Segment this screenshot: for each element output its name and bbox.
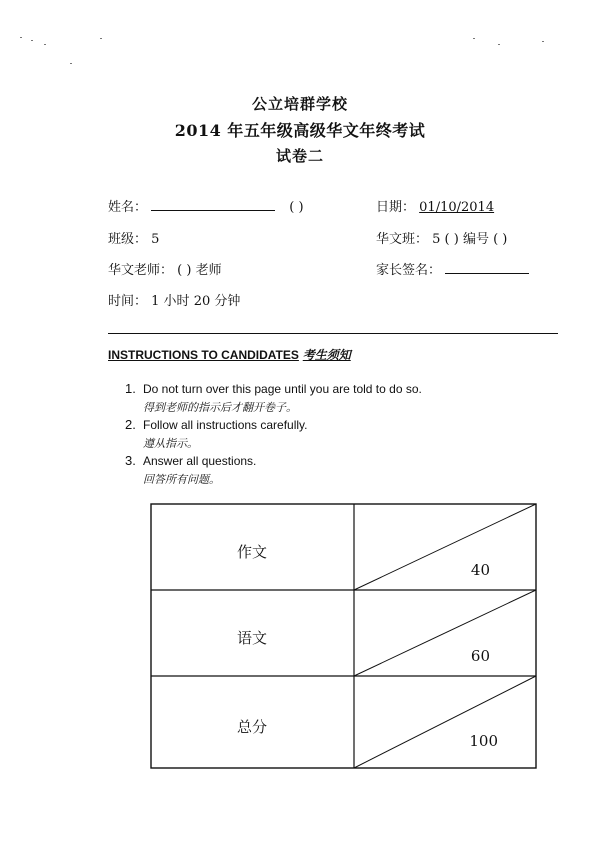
section-label: 总分 (236, 718, 268, 736)
class-label: 班级： (108, 232, 148, 247)
section-label: 语文 (236, 629, 268, 647)
date-value: 01/10/2014 (419, 200, 495, 215)
class-field (108, 228, 159, 247)
time-field (108, 290, 240, 309)
instruction-text-zh: 得到老师的指示后才翻开卷子。 (143, 401, 297, 414)
chinese-class-field (376, 228, 507, 247)
paper-title: 试卷二 (275, 147, 324, 165)
scan-speck (20, 37, 22, 38)
section-label: 作文 (236, 543, 268, 561)
name-blank[interactable] (151, 198, 275, 211)
teacher-field (108, 259, 222, 278)
instructions-heading-en: INSTRUCTIONS TO CANDIDATES (108, 348, 299, 362)
name-paren: ( ) (289, 200, 304, 215)
instruction-number: 3. (125, 453, 136, 468)
score-input-language[interactable] (355, 591, 535, 675)
date-label: 日期： (376, 200, 416, 215)
scan-speck (44, 44, 46, 45)
scan-speck (70, 63, 72, 64)
chinese-class-value: 5 ( ) 编号 ( ) (432, 232, 508, 247)
school-name: 公立培群学校 (251, 95, 348, 113)
teacher-label: 华文老师： (108, 263, 174, 278)
date-field (376, 196, 494, 215)
chinese-class-label: 华文班： (376, 232, 429, 247)
instruction-text-en: Answer all questions. (143, 454, 257, 468)
scan-speck (542, 41, 544, 42)
instructions-heading (108, 346, 351, 363)
name-label: 姓名： (108, 200, 148, 215)
score-input-writing[interactable] (355, 505, 535, 589)
instruction-number: 2. (125, 417, 136, 432)
score-table (150, 503, 538, 771)
instruction-text-en: Follow all instructions carefully. (143, 418, 308, 432)
parent-sign-label: 家长签名： (376, 263, 442, 278)
scan-speck (31, 40, 33, 41)
teacher-value: ( ) 老师 (177, 263, 222, 278)
parent-sign-field (376, 259, 529, 278)
class-value: 5 (151, 232, 160, 247)
name-field (108, 196, 304, 215)
divider-line (108, 333, 558, 334)
exam-title: 2014 年五年级高级华文年终考试 (174, 121, 426, 140)
instruction-text-en: Do not turn over this page until you are told to do so. (143, 382, 422, 396)
time-label: 时间： (108, 294, 148, 309)
parent-sign-blank[interactable] (445, 261, 529, 274)
scan-speck (100, 38, 102, 39)
instructions-heading-zh: 考生须知 (302, 348, 351, 362)
score-input-total[interactable] (355, 677, 535, 767)
instruction-text-zh: 遵从指示。 (143, 437, 198, 450)
scan-speck (473, 38, 475, 39)
instruction-text-zh: 回答所有问题。 (143, 473, 220, 486)
scan-speck (498, 44, 500, 45)
time-value: 1 小时 20 分钟 (151, 294, 241, 309)
instruction-number: 1. (125, 381, 136, 396)
